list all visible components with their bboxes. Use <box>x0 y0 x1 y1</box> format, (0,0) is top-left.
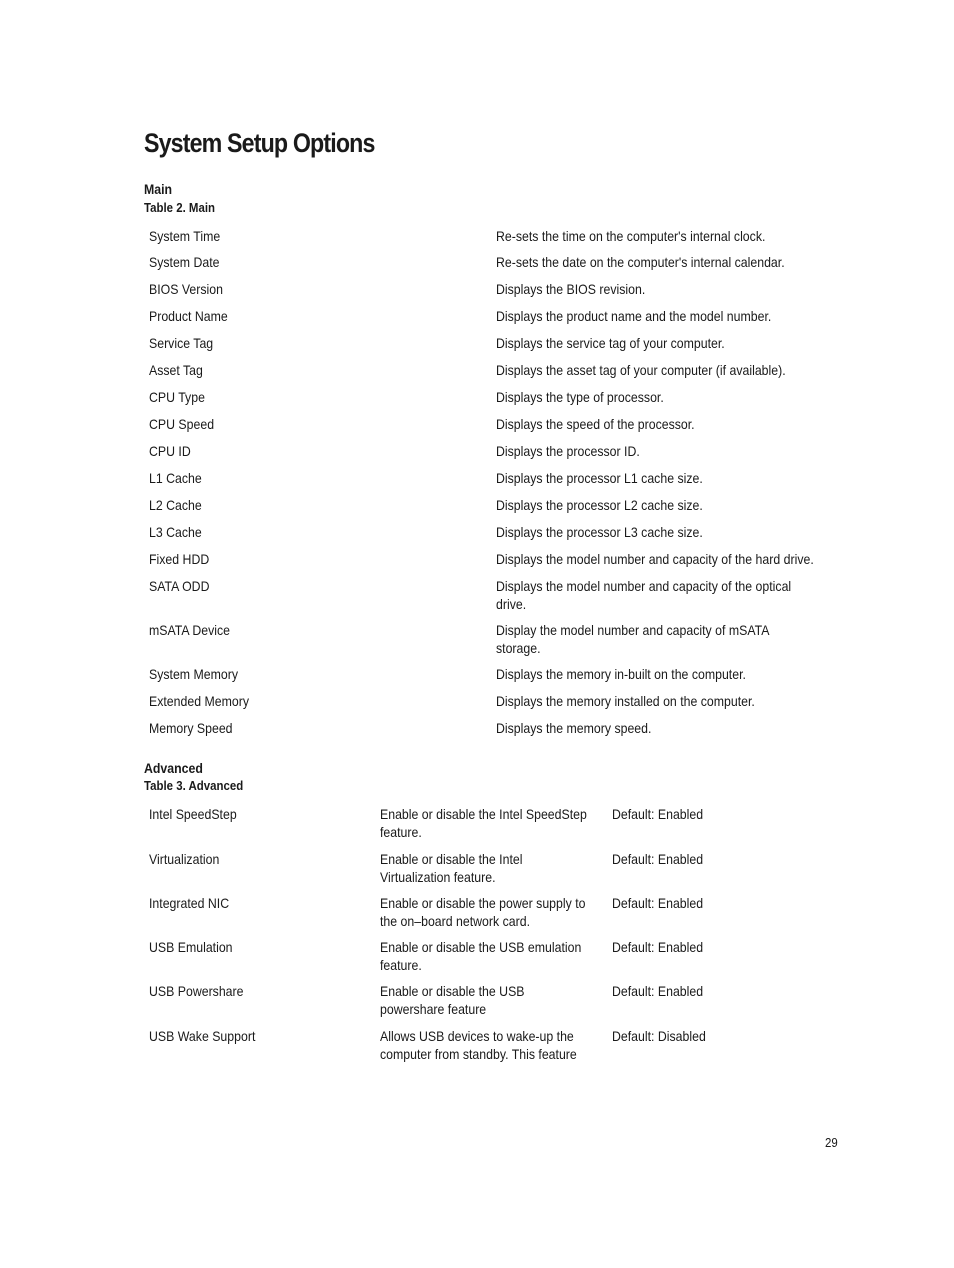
description-line: Displays the BIOS revision. <box>496 281 646 297</box>
option-default: Default: Disabled <box>612 1028 706 1044</box>
description-line: Displays the processor ID. <box>496 443 640 459</box>
option-description <box>496 693 755 711</box>
table-row <box>149 524 839 551</box>
table-row <box>149 895 839 939</box>
option-name: System Memory <box>149 666 238 682</box>
option-name: BIOS Version <box>149 281 223 297</box>
description-line: Displays the memory speed. <box>496 720 652 736</box>
description-line: the on–board network card. <box>380 912 530 929</box>
option-description <box>496 622 769 657</box>
table-row <box>149 551 839 578</box>
option-description <box>496 254 785 272</box>
main-table <box>149 228 839 747</box>
option-description <box>496 443 640 461</box>
option-name: SATA ODD <box>149 578 210 594</box>
description-line: Displays the memory installed on the computer. <box>496 693 755 709</box>
option-default: Default: Enabled <box>612 983 704 999</box>
description-line: Enable or disable the USB <box>380 983 525 999</box>
table-row <box>149 983 839 1028</box>
option-name: CPU ID <box>149 443 191 459</box>
table-row <box>149 416 839 443</box>
description-line: Displays the asset tag of your computer (if available). <box>496 362 786 378</box>
table-row <box>149 281 839 308</box>
option-description <box>496 389 664 407</box>
option-name: L2 Cache <box>149 497 202 513</box>
option-description <box>380 806 587 841</box>
table-row <box>149 228 839 254</box>
advanced-section-heading: Advanced <box>144 760 203 776</box>
option-description <box>496 497 703 515</box>
main-table-caption: Table 2. Main <box>144 200 215 215</box>
description-line: Displays the model number and capacity of the optical <box>496 578 792 594</box>
description-line: feature. <box>380 956 422 973</box>
table-row <box>149 693 839 720</box>
description-line: Virtualization feature. <box>380 868 496 885</box>
option-name: Product Name <box>149 308 228 324</box>
option-name: CPU Speed <box>149 416 215 432</box>
option-name: System Time <box>149 228 221 244</box>
description-line: storage. <box>496 639 541 656</box>
description-line: Enable or disable the Intel <box>380 851 523 867</box>
description-line: Displays the service tag of your computer. <box>496 335 725 351</box>
description-line: Enable or disable the power supply to <box>380 895 586 911</box>
description-line: powershare feature <box>380 1000 487 1017</box>
option-name: USB Emulation <box>149 939 233 955</box>
page-title: System Setup Options <box>144 128 375 158</box>
table-row <box>149 335 839 362</box>
option-default: Default: Enabled <box>612 806 704 822</box>
option-name: Service Tag <box>149 335 214 351</box>
table-row <box>149 720 839 747</box>
option-description <box>496 666 746 684</box>
option-description <box>496 578 791 613</box>
advanced-table-caption: Table 3. Advanced <box>144 778 244 793</box>
option-description <box>496 335 725 353</box>
table-row <box>149 939 839 983</box>
option-name: L3 Cache <box>149 524 202 540</box>
option-name: Fixed HDD <box>149 551 210 567</box>
description-line: Allows USB devices to wake-up the <box>380 1028 574 1044</box>
description-line: feature. <box>380 823 422 840</box>
description-line: Re-sets the time on the computer's internal clock. <box>496 228 766 244</box>
option-description <box>496 308 771 326</box>
option-description <box>380 1028 577 1063</box>
table-row <box>149 851 839 895</box>
table-row <box>149 622 839 666</box>
table-row <box>149 806 839 851</box>
table-row <box>149 578 839 622</box>
main-section-heading: Main <box>144 181 173 197</box>
option-name: System Date <box>149 254 220 270</box>
option-description <box>496 720 651 738</box>
option-description <box>380 851 522 886</box>
option-default: Default: Enabled <box>612 895 704 911</box>
description-line: Displays the processor L3 cache size. <box>496 524 703 540</box>
option-default: Default: Enabled <box>612 939 704 955</box>
table-row <box>149 254 839 281</box>
description-line: Displays the type of processor. <box>496 389 664 405</box>
description-line: Display the model number and capacity of mSATA <box>496 622 770 638</box>
option-description <box>496 228 765 246</box>
description-line: Re-sets the date on the computer's internal calendar. <box>496 254 785 270</box>
description-line: Displays the processor L1 cache size. <box>496 470 703 486</box>
table-row <box>149 1028 839 1073</box>
option-description <box>496 524 703 542</box>
table-row <box>149 389 839 416</box>
description-line: Displays the product name and the model number. <box>496 308 772 324</box>
option-name: Integrated NIC <box>149 895 230 911</box>
option-name: Virtualization <box>149 851 220 867</box>
option-name: Extended Memory <box>149 693 249 709</box>
option-name: mSATA Device <box>149 622 231 638</box>
option-description <box>496 551 814 569</box>
option-name: L1 Cache <box>149 470 202 486</box>
table-row <box>149 362 839 389</box>
description-line: Enable or disable the USB emulation <box>380 939 582 955</box>
option-description <box>380 895 585 930</box>
description-line: Displays the memory in-built on the computer. <box>496 666 746 682</box>
option-name: Memory Speed <box>149 720 233 736</box>
page-number: 29 <box>825 1135 838 1150</box>
option-description <box>496 470 703 488</box>
table-row <box>149 470 839 497</box>
option-description <box>380 939 581 974</box>
option-description <box>496 281 645 299</box>
description-line: computer from standby. This feature <box>380 1045 577 1062</box>
option-description <box>496 362 786 380</box>
table-row <box>149 443 839 470</box>
option-description <box>380 983 525 1018</box>
option-name: Asset Tag <box>149 362 203 378</box>
advanced-table <box>149 806 839 1073</box>
table-row <box>149 308 839 335</box>
option-name: CPU Type <box>149 389 205 405</box>
table-row <box>149 497 839 524</box>
description-line: drive. <box>496 595 527 612</box>
description-line: Displays the model number and capacity of the hard drive. <box>496 551 814 567</box>
option-default: Default: Enabled <box>612 851 704 867</box>
option-description <box>496 416 695 434</box>
option-name: USB Powershare <box>149 983 244 999</box>
option-name: Intel SpeedStep <box>149 806 237 822</box>
description-line: Displays the processor L2 cache size. <box>496 497 703 513</box>
description-line: Displays the speed of the processor. <box>496 416 695 432</box>
option-name: USB Wake Support <box>149 1028 256 1044</box>
description-line: Enable or disable the Intel SpeedStep <box>380 806 587 822</box>
table-row <box>149 666 839 693</box>
